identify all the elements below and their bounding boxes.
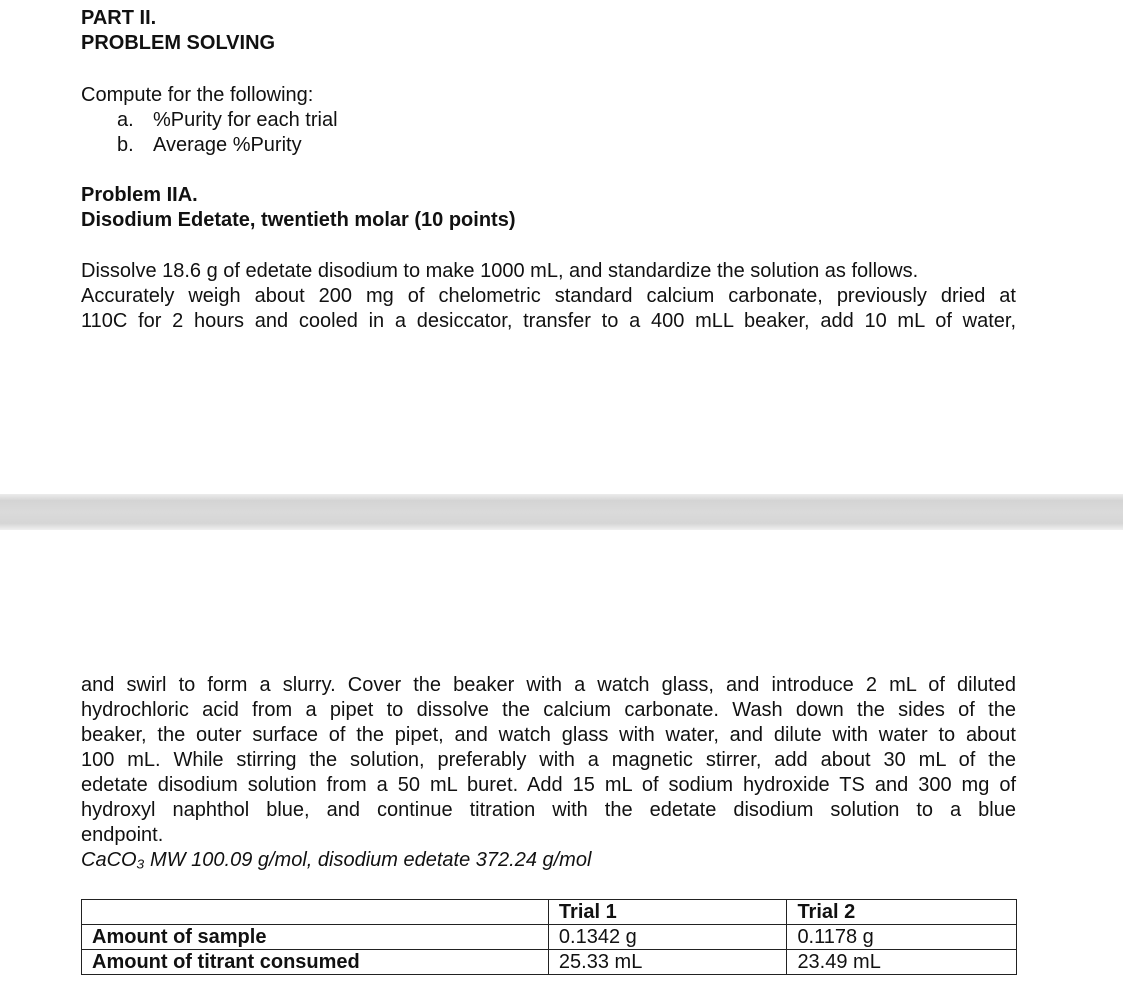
page-break-divider: [0, 494, 1123, 530]
list-marker: a.: [117, 109, 134, 131]
problem-label: Problem IIA.: [81, 184, 198, 206]
instructions-intro: Compute for the following:: [81, 84, 314, 106]
instruction-item-b: [117, 133, 302, 158]
table-row-label: Amount of titrant consumed: [82, 950, 549, 975]
table-row-label: Amount of sample: [82, 925, 549, 950]
table-row: [82, 925, 1017, 950]
paragraph-line: 110C for 2 hours and cooled in a desiccator, transfer to a 400 mLL beaker, add 10 mL of water,: [81, 310, 1016, 332]
paragraph-line: hydroxyl naphthol blue, and continue titration with the edetate disodium solution to a blue: [81, 799, 1016, 821]
instruction-item-a: [117, 108, 338, 133]
table-cell-trial2: 0.1178 g: [787, 925, 1017, 950]
trial-data-table: [81, 899, 1017, 975]
problem-paragraph-bottom: [81, 673, 1016, 848]
table-header-cell: [82, 900, 549, 925]
part-subtitle: PROBLEM SOLVING: [81, 32, 276, 54]
problem-paragraph-top: [81, 259, 1016, 334]
paragraph-line: endpoint.: [81, 824, 164, 846]
table-row: [82, 950, 1017, 975]
paragraph-line: 100 mL. While stirring the solution, preferably with a magnetic stirrer, add about 30 mL of the: [81, 749, 1016, 771]
part-title: PART II.: [81, 7, 157, 29]
table-header-cell: Trial 2: [787, 900, 1017, 925]
table-header-row: [82, 900, 1017, 925]
table-header-cell: Trial 1: [548, 900, 787, 925]
paragraph-line: hydrochloric acid from a pipet to dissolve the calcium carbonate. Wash down the sides of the: [81, 699, 1016, 721]
problem-title: Disodium Edetate, twentieth molar (10 points): [81, 209, 516, 231]
table-cell-trial2: 23.49 mL: [787, 950, 1017, 975]
paragraph-line: edetate disodium solution from a 50 mL buret. Add 15 mL of sodium hydroxide TS and 300 mg of: [81, 774, 1016, 796]
table-cell-trial1: 0.1342 g: [548, 925, 787, 950]
molar-masses: CaCO₃ MW 100.09 g/mol, disodium edetate 372.24 g/mol: [81, 849, 592, 871]
list-marker: b.: [117, 134, 134, 156]
paragraph-line: beaker, the outer surface of the pipet, and watch glass with water, and dilute with water to about: [81, 724, 1016, 746]
table-cell-trial1: 25.33 mL: [548, 950, 787, 975]
paragraph-line: Dissolve 18.6 g of edetate disodium to make 1000 mL, and standardize the solution as follows.: [81, 260, 919, 282]
list-item-text: %Purity for each trial: [153, 109, 338, 131]
list-item-text: Average %Purity: [153, 134, 302, 156]
paragraph-line: Accurately weigh about 200 mg of chelometric standard calcium carbonate, previously dried at: [81, 285, 1016, 307]
paragraph-line: and swirl to form a slurry. Cover the beaker with a watch glass, and introduce 2 mL of diluted: [81, 674, 1016, 696]
